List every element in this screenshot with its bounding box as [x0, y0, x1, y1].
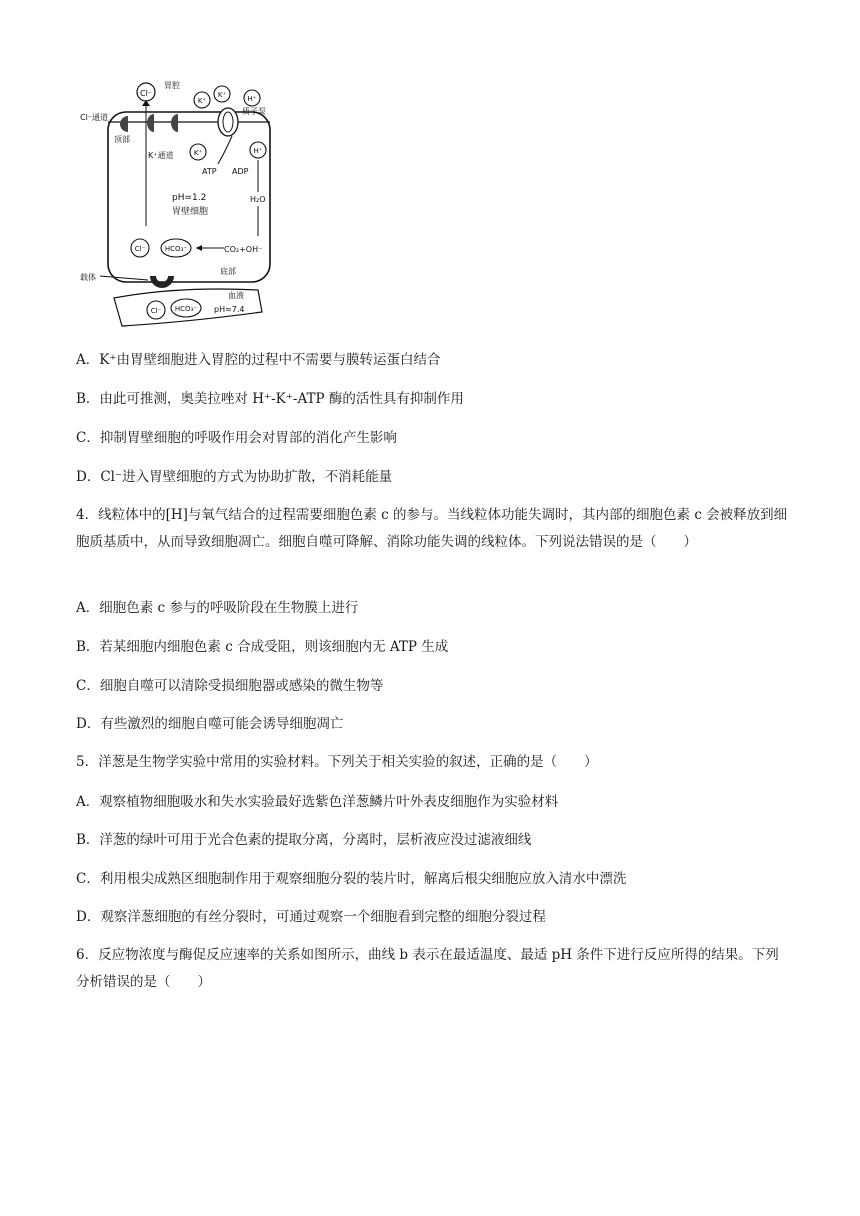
carrier-label: 载体 [80, 273, 96, 282]
q6-stem: 6．反应物浓度与酶促反应速率的关系如图所示，曲线 b 表示在最适温度、最适 pH 条件下进行反应所得的结果。下列分析错误的是（ ） [76, 947, 779, 990]
cl-ion-cell: Cl⁻ [134, 245, 146, 253]
atp-label: ATP [202, 167, 217, 176]
atp-arrow-icon [218, 136, 232, 164]
q4-stem: 4．线粒体中的[H]与氧气结合的过程需要细胞色素 c 的参与。当线粒体功能失调时，其内部的细胞色素 c 会被释放到细胞质基质中，从而导致细胞凋亡。细胞自噬可降解、消除功能失调的线粒体。下列说法错误的是（ ） [76, 507, 788, 550]
k-channel-right-icon [171, 114, 178, 132]
h2o-label: H₂O [250, 195, 266, 204]
q3-option-c: C．抑制胃壁细胞的呼吸作用会对胃部的消化产生影响 [76, 430, 397, 446]
stomach-lumen-label: 胃腔 [164, 81, 180, 90]
cl-ion-top: Cl⁻ [139, 89, 153, 98]
hco3-blood: HCO₃⁻ [174, 305, 198, 313]
base-label: 底部 [220, 267, 236, 276]
hco3-cell: HCO₃⁻ [164, 245, 188, 253]
parietal-cell-figure [78, 76, 278, 330]
q5-option-d: D．观察洋葱细胞的有丝分裂时，可通过观察一个细胞看到完整的细胞分裂过程 [76, 909, 546, 925]
q3-option-d: D．Cl⁻进入胃壁细胞的方式为协助扩散，不消耗能量 [76, 469, 393, 485]
k-channel-label: K⁺通道 [148, 151, 174, 160]
q4-option-b: B．若某细胞内细胞色素 c 合成受阻，则该细胞内无 ATP 生成 [76, 639, 449, 655]
q3-option-a: A．K⁺由胃壁细胞进入胃腔的过程中不需要与膜转运蛋白结合 [76, 352, 441, 368]
q4-option-c: C．细胞自噬可以清除受损细胞器或感染的微生物等 [76, 678, 384, 694]
blood-ph-label: pH≈7.4 [214, 305, 245, 314]
parietal-cell-diagram [78, 76, 278, 330]
cell-ph-label: pH=1.2 [172, 193, 207, 203]
proton-pump-core-icon [223, 112, 233, 132]
carrier-pointer-line [100, 276, 148, 280]
h-ion-2: H⁺ [253, 147, 263, 155]
h-ion-1: H⁺ [247, 95, 257, 103]
adp-label: ADP [232, 167, 249, 176]
k-channel-left-icon [147, 114, 154, 132]
co2-oh-label: CO₂+OH⁻ [224, 245, 263, 254]
q4-option-a: A．细胞色素 c 参与的呼吸阶段在生物膜上进行 [76, 600, 359, 616]
q5-option-b: B．洋葱的绿叶可用于光合色素的提取分离，分离时，层析液应没过滤液细线 [76, 832, 532, 848]
apex-label: 顶部 [114, 135, 130, 144]
k-ion-1: K⁺ [197, 97, 207, 105]
cl-channel-label: Cl⁻通道 [80, 113, 109, 122]
cl-channel-icon [120, 116, 128, 132]
q3-option-b: B．由此可推测，奥美拉唑对 H⁺-K⁺-ATP 酶的活性具有抑制作用 [76, 391, 464, 407]
proton-pump-label: 质子泵 [242, 107, 266, 116]
cl-ion-blood: Cl⁻ [150, 307, 162, 315]
carrier-icon [150, 276, 174, 288]
q5-option-a: A．观察植物细胞吸水和失水实验最好选紫色洋葱鳞片叶外表皮细胞作为实验材料 [76, 794, 559, 810]
arrow-left-icon [196, 245, 202, 251]
k-ion-3: K⁺ [193, 149, 203, 157]
q4-option-d: D．有些激烈的细胞自噬可能会诱导细胞凋亡 [76, 716, 344, 732]
k-ion-2: K⁺ [217, 91, 227, 99]
cell-name-label: 胃壁细胞 [172, 207, 209, 217]
blood-label: 血液 [228, 291, 244, 300]
q5-stem: 5．洋葱是生物学实验中常用的实验材料。下列关于相关实验的叙述，正确的是（ ） [76, 754, 598, 770]
q5-option-c: C．利用根尖成熟区细胞制作用于观察细胞分裂的装片时，解离后根尖细胞应放入清水中漂洗 [76, 871, 627, 887]
